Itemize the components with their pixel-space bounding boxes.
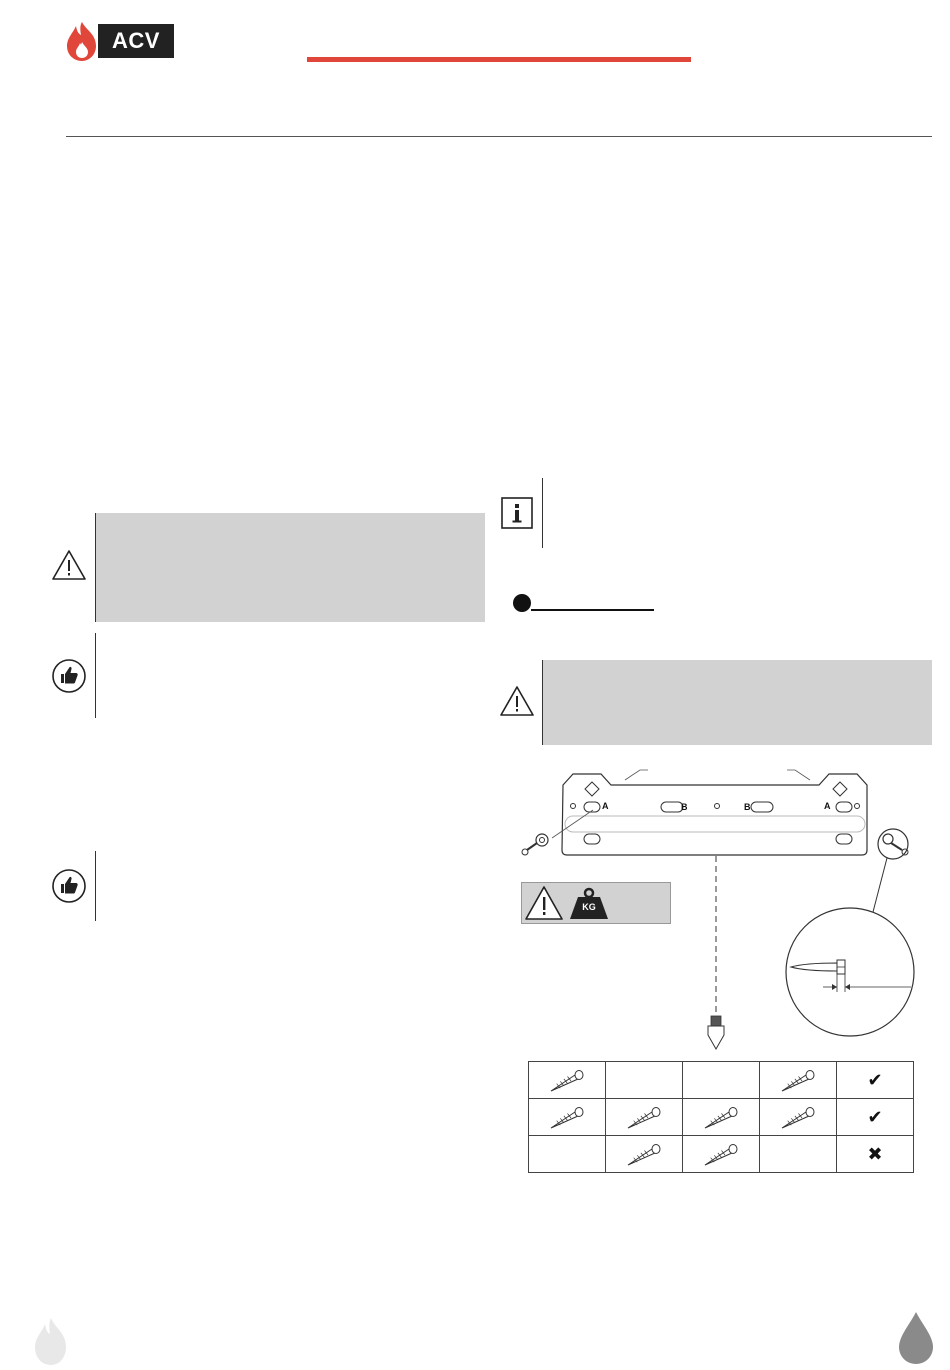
tip-divider-2 [95, 851, 96, 921]
header-rule [66, 136, 932, 137]
screw-cell [606, 1099, 683, 1136]
check-icon: ✔ [837, 1099, 914, 1136]
screw-combination-table [528, 1061, 914, 1173]
screw-cell [529, 1062, 606, 1099]
info-divider [542, 478, 543, 548]
bracket-label-a-left: A [602, 801, 609, 811]
screw-cell [606, 1136, 683, 1173]
screw-cell [606, 1062, 683, 1099]
screw-icon [778, 1102, 818, 1132]
acv-logo [64, 20, 174, 62]
table-row [529, 1099, 914, 1136]
screw-icon [701, 1139, 741, 1169]
info-icon [500, 496, 534, 530]
screw-icon [624, 1102, 664, 1132]
weight-kg-text: KG [582, 902, 596, 912]
table-row [529, 1062, 914, 1099]
table-row [529, 1136, 914, 1173]
screw-cell [760, 1099, 837, 1136]
bracket-label-a-right: A [824, 801, 831, 811]
check-icon: ✔ [837, 1062, 914, 1099]
screw-icon [547, 1065, 587, 1095]
tip-divider-1 [95, 633, 96, 718]
header-accent-bar [307, 57, 691, 62]
info-callout-icon [499, 495, 535, 531]
screw-icon [624, 1139, 664, 1169]
flame-footer-icon [32, 1316, 70, 1366]
screw-cell [683, 1099, 760, 1136]
warning-icon [499, 684, 535, 718]
cross-icon: ✖ [837, 1136, 914, 1173]
tip-callout-icon-1 [50, 657, 88, 695]
screw-icon [701, 1102, 741, 1132]
bracket-label-b-right: B [744, 802, 751, 812]
drop-footer-icon [895, 1310, 937, 1366]
screw-cell [529, 1136, 606, 1173]
step-underline [531, 609, 654, 611]
acv-flame-logo-icon [64, 20, 100, 62]
screw-cell [760, 1062, 837, 1099]
warning-box [96, 513, 485, 622]
logo-text: ACV [98, 24, 174, 58]
warning-callout-icon-2 [498, 684, 536, 718]
warning-icon [51, 548, 87, 582]
screw-cell [683, 1062, 760, 1099]
thumbs-up-icon [51, 868, 87, 904]
warning-callout-icon [50, 547, 88, 583]
thumbs-up-icon [51, 658, 87, 694]
bracket-label-b-left: B [681, 802, 688, 812]
step-bullet [513, 594, 531, 612]
tip-callout-icon-2 [50, 867, 88, 905]
warning-box-2 [543, 660, 932, 745]
screw-icon [778, 1065, 818, 1095]
screw-cell [683, 1136, 760, 1173]
screw-cell [529, 1099, 606, 1136]
screw-icon [547, 1102, 587, 1132]
screw-cell [760, 1136, 837, 1173]
